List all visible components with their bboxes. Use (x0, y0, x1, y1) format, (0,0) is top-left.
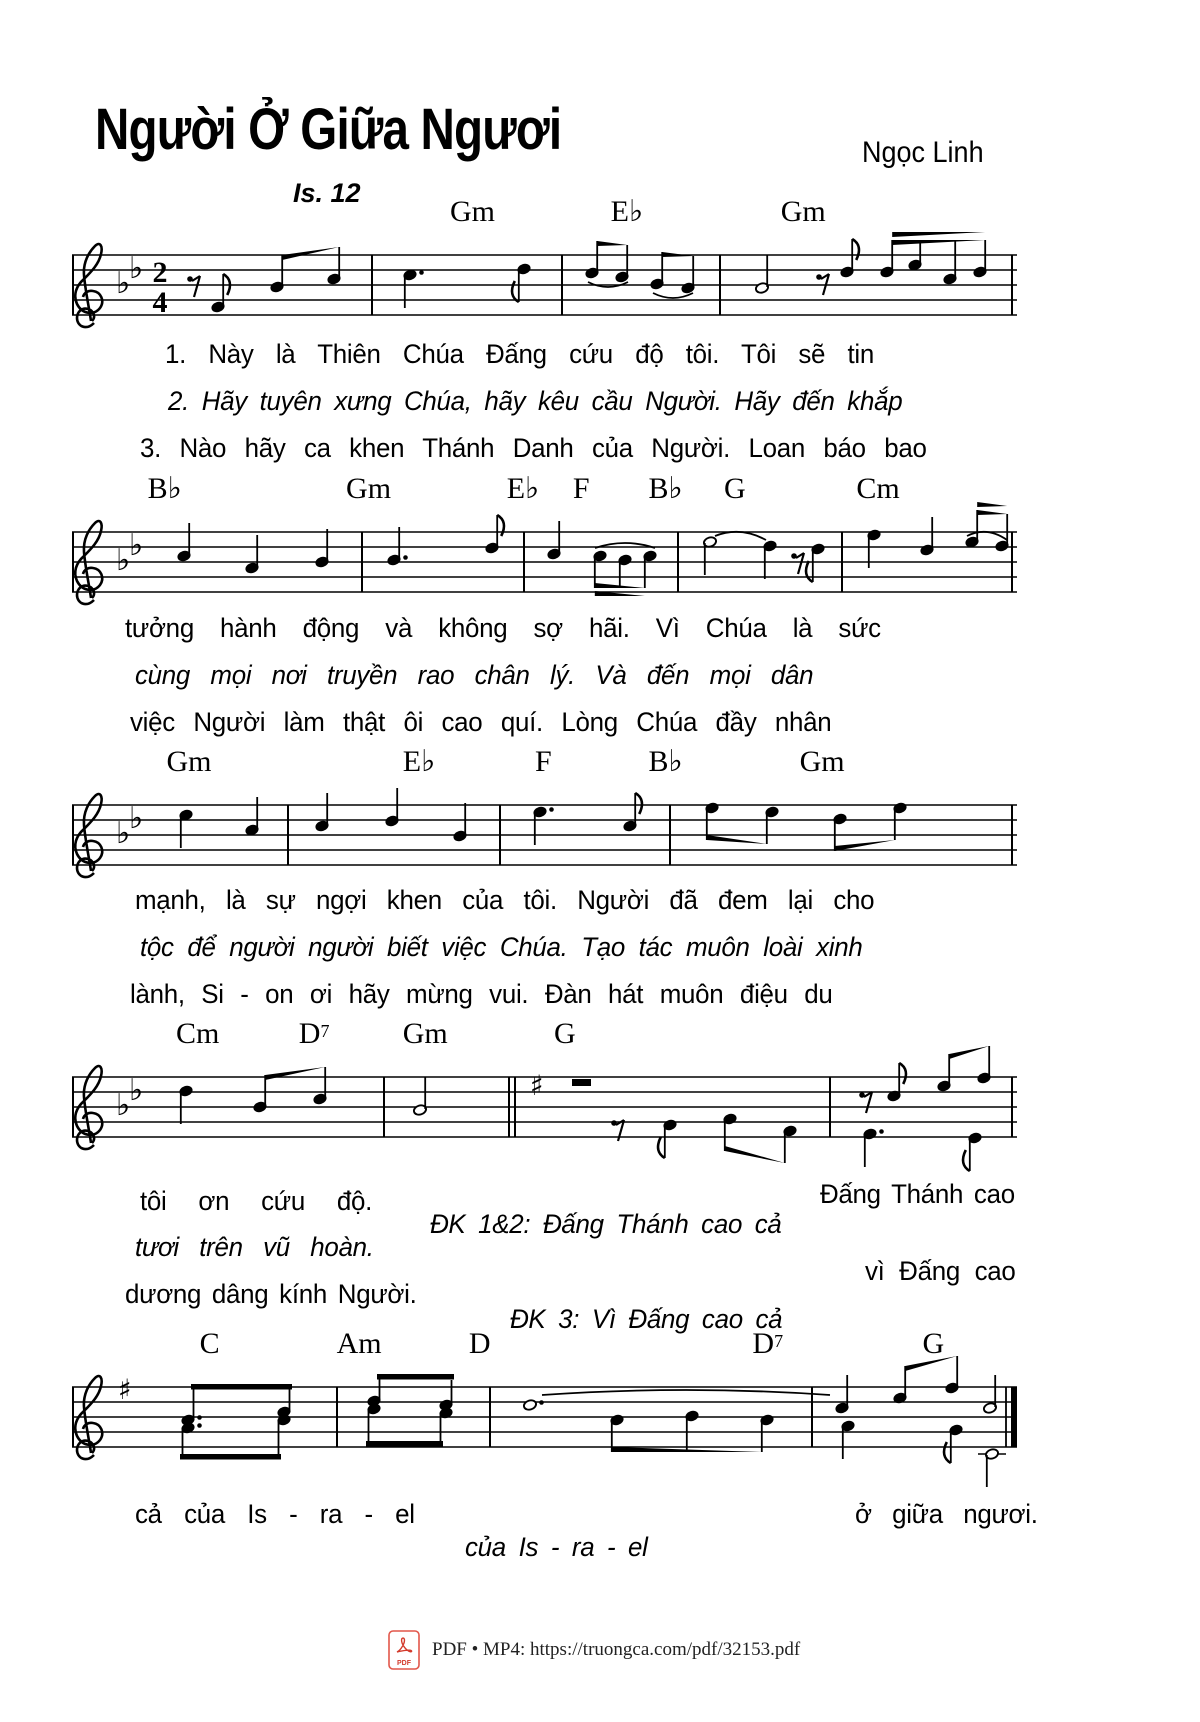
flat-sign: ♭ (129, 1073, 144, 1108)
time-signature: 2 (152, 256, 168, 289)
lyric-verse3-end: dương dâng kính Người. (125, 1279, 417, 1309)
flag (512, 281, 519, 302)
beam (191, 1384, 292, 1390)
flat-sign: ♭ (129, 801, 144, 836)
chord: F (535, 745, 552, 778)
eighth-rest (816, 274, 822, 280)
chord: Gm (402, 1017, 448, 1050)
beam (265, 1067, 325, 1080)
flag (944, 1442, 951, 1463)
chord: C (199, 1327, 220, 1360)
chord-row (72, 1015, 1017, 1049)
beam (282, 247, 339, 260)
beam (377, 1374, 454, 1380)
lyric-verse3-line2: việc Người làm thật ôi cao quí. Lòng Chúa đầy nhân (130, 707, 832, 737)
chord: Am (336, 1327, 382, 1360)
lyric-verse2-line2: cùng mọi nơi truyền rao chân lý. Và đến mọi dân (135, 660, 814, 690)
flag (635, 793, 642, 814)
key-change-sharp: ♯ (530, 1069, 544, 1102)
eighth-rest (611, 1120, 617, 1126)
lyric-verse1-line3: mạnh, là sự ngợi khen của tôi. Người đã đem lại cho (135, 885, 875, 915)
lyric-verse1-line1: 1. Này là Thiên Chúa Đấng cứu độ tôi. Tôi sẽ tin (165, 339, 874, 369)
flat-sign: ♭ (129, 251, 144, 286)
sharp-sign: ♯ (118, 1373, 132, 1406)
beam (180, 1454, 281, 1460)
staff-1 (72, 225, 1017, 355)
chord: E♭ (402, 745, 436, 778)
lyric-verse2-line1: 2. Hãy tuyên xưng Chúa, hãy kêu cầu Người. Hãy đến khắp (168, 386, 903, 416)
flat-sign: ♭ (129, 528, 144, 563)
augmentation-dot (419, 270, 424, 275)
half-rest (572, 1079, 591, 1086)
chord: E♭ (506, 472, 540, 505)
svg-text:PDF: PDF (397, 1660, 411, 1667)
page-title: Người Ở Giữa Ngươi (95, 97, 562, 162)
lyric-verse2-line3: tộc để người người biết việc Chúa. Tạo tác muôn loài xinh (140, 932, 863, 962)
lyric-ending-2: của Is - ra - el (465, 1532, 648, 1562)
slur (715, 532, 766, 540)
augmentation-dot (549, 807, 554, 812)
time-signature: 4 (152, 286, 168, 319)
chord: B♭ (648, 745, 683, 778)
beam (977, 510, 1007, 515)
flat-sign: ♭ (116, 543, 131, 578)
footer (388, 1630, 800, 1670)
lyric-refrain3-label: ĐK 3: Vì Đấng cao cả (510, 1304, 783, 1334)
lyric-ending-3: ở giữa ngươi. (855, 1499, 1038, 1529)
tie (653, 293, 693, 298)
chord: Cm (856, 472, 900, 505)
staff-system-5 (72, 1327, 1017, 1487)
staff-4 (72, 1047, 1017, 1177)
flag (658, 1137, 665, 1158)
lyric-verse1-line2: tưởng hành động và không sợ hãi. Vì Chúa là sức (125, 613, 881, 643)
lyric-refrain12-label: ĐK 1&2: Đấng Thánh cao cả (430, 1209, 782, 1239)
lyric-refrain-right-2: vì Đấng cao (865, 1256, 1016, 1286)
pdf-file-icon (388, 1630, 420, 1670)
eighth-rest (859, 1092, 865, 1098)
lyric-verse1-end: tôi ơn cứu độ. (140, 1186, 373, 1216)
final-barline (1011, 1387, 1017, 1447)
chord: $D^7$ (752, 1327, 784, 1360)
flat-sign: ♭ (116, 1088, 131, 1123)
chord: Gm (450, 195, 495, 228)
chord: E♭ (610, 195, 644, 228)
slur (542, 1390, 830, 1395)
chord: D (468, 1327, 491, 1360)
staff-system-1 (72, 195, 1017, 355)
beam (892, 232, 985, 237)
chord: Gm (799, 745, 845, 778)
chord: G (922, 1327, 945, 1360)
chord: G (553, 1017, 576, 1050)
lyric-verse3-line1: 3. Nào hãy ca khen Thánh Danh của Người. Loan báo bao (140, 433, 927, 463)
chord: F (572, 472, 590, 505)
staff-system-4 (72, 1017, 1017, 1177)
flag (899, 1063, 906, 1084)
chord: $D^7$ (298, 1017, 330, 1050)
flat-sign: ♭ (116, 816, 131, 851)
chord-row (72, 193, 1017, 227)
augmentation-dot (539, 1400, 544, 1405)
note-head (523, 1399, 538, 1411)
staff-5 (72, 1357, 1017, 1487)
beam (366, 1441, 443, 1447)
chord: B♭ (147, 472, 182, 505)
augmentation-dot (197, 1415, 202, 1420)
augmentation-dot (197, 1423, 202, 1428)
lyric-verse3-line3: lành, Si - on ơi hãy mừng vui. Đàn hát muôn điệu du (130, 979, 833, 1009)
lyric-verse2-end: tươi trên vũ hoàn. (135, 1232, 374, 1262)
chord: G (724, 472, 746, 505)
chord: Gm (166, 745, 212, 778)
chord: B♭ (648, 472, 683, 505)
beam (707, 835, 767, 844)
flag (497, 515, 504, 536)
flag (852, 239, 859, 260)
beam (892, 240, 985, 245)
eighth-rest (791, 553, 797, 559)
chord: Cm (175, 1017, 220, 1050)
beam (597, 241, 627, 246)
chord-row (72, 470, 1017, 504)
lyric-refrain-right-1: Đấng Thánh cao (820, 1179, 1015, 1209)
flat-sign: ♭ (116, 266, 131, 301)
scripture-reference: Is. 12 (293, 178, 361, 208)
augmentation-dot (879, 1129, 884, 1134)
composer-name: Ngọc Linh (862, 136, 984, 169)
flag (963, 1150, 970, 1171)
beam (725, 1146, 785, 1163)
chord: Gm (346, 472, 392, 505)
flag (806, 561, 813, 582)
chord: Gm (780, 195, 826, 228)
augmentation-dot (403, 555, 408, 560)
eighth-rest (187, 276, 193, 282)
lyric-ending-1: cả của Is - ra - el (135, 1499, 415, 1529)
footer-link[interactable]: PDF • MP4: https://truongca.com/pdf/32153.pdf (432, 1639, 801, 1660)
chord-row (72, 743, 1017, 777)
